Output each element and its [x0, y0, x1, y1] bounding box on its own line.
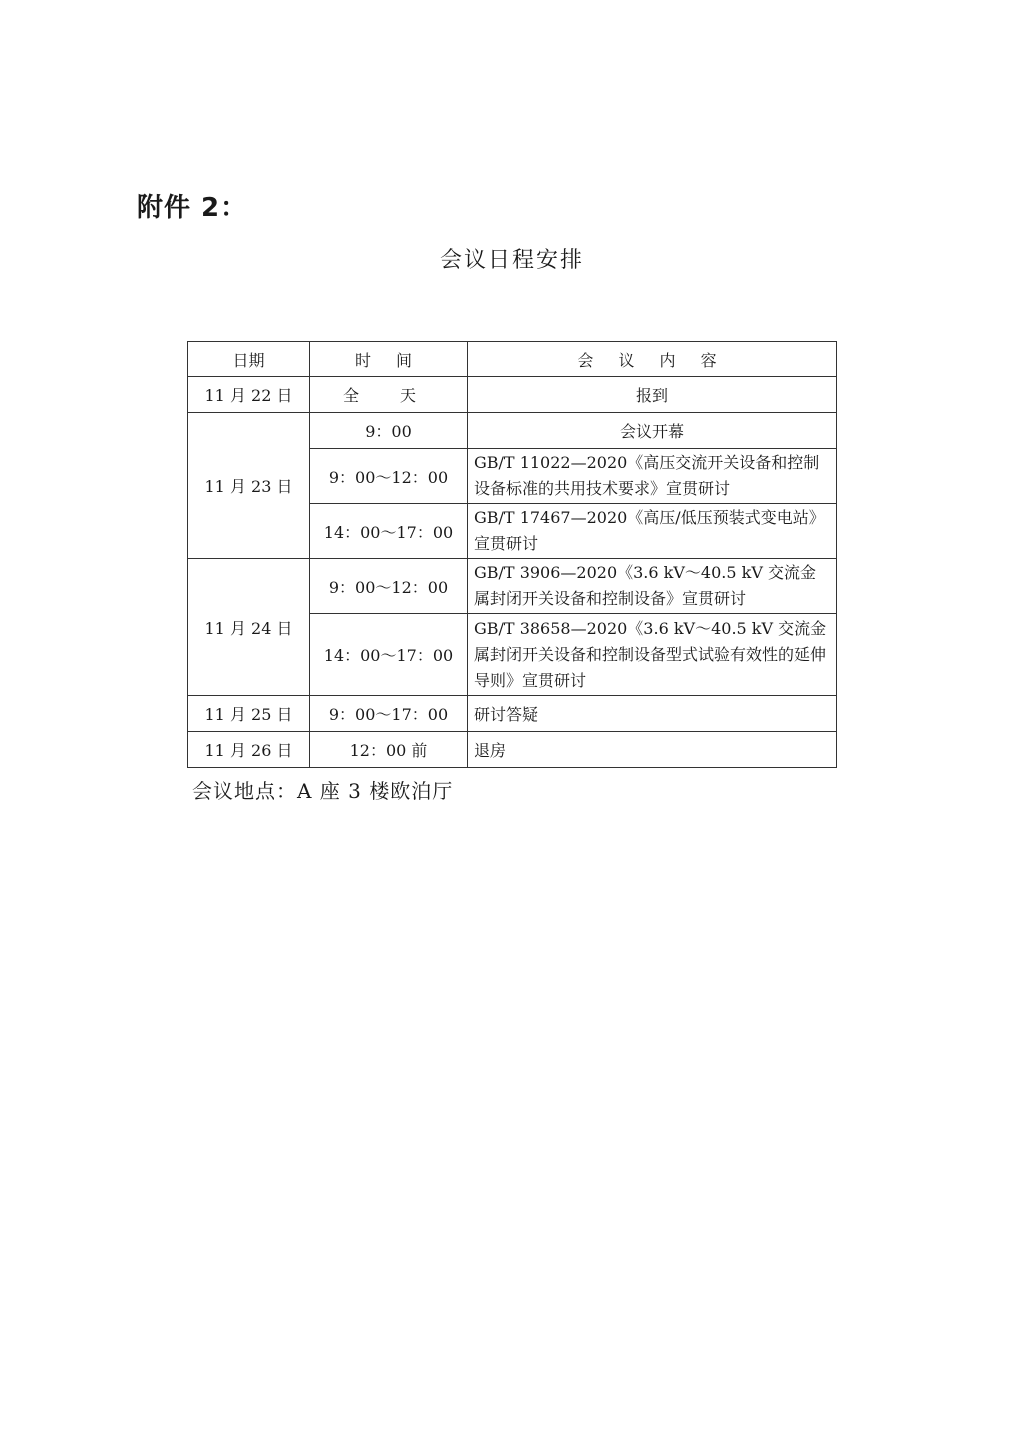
- header-date: 日期: [188, 342, 310, 377]
- schedule-table: [187, 341, 837, 768]
- content-cell: GB/T 3906—2020《3.6 kV～40.5 kV 交流金属封闭开关设备和控制设备》宣贯研讨: [468, 559, 837, 614]
- date-cell: 11 月 25 日: [188, 696, 310, 732]
- content-cell: 退房: [468, 732, 837, 768]
- time-cell: 9：00～12：00: [310, 559, 468, 614]
- venue-note: 会议地点：A 座 3 楼欧泊厅: [192, 779, 454, 803]
- time-cell: 12：00 前: [310, 732, 468, 768]
- content-cell: 报到: [468, 377, 837, 413]
- time-cell: 全 天: [310, 377, 468, 413]
- table-row: [188, 559, 837, 614]
- header-content: 会 议 内 容: [468, 342, 837, 377]
- time-cell: 9：00～17：00: [310, 696, 468, 732]
- content-cell: GB/T 11022—2020《高压交流开关设备和控制设备标准的共用技术要求》宣贯研讨: [468, 449, 837, 504]
- date-cell: 11 月 23 日: [188, 413, 310, 559]
- table-row: [188, 413, 837, 449]
- table-row: [188, 377, 837, 413]
- content-cell: GB/T 17467—2020《高压/低压预装式变电站》宣贯研讨: [468, 504, 837, 559]
- date-cell: 11 月 26 日: [188, 732, 310, 768]
- date-cell: 11 月 24 日: [188, 559, 310, 696]
- content-cell: 会议开幕: [468, 413, 837, 449]
- time-cell: 14：00～17：00: [310, 614, 468, 696]
- time-cell: 14：00～17：00: [310, 504, 468, 559]
- attachment-label: 附件 2：: [137, 193, 248, 223]
- header-time: 时 间: [310, 342, 468, 377]
- table-header-row: [188, 342, 837, 377]
- table-row: [188, 732, 837, 768]
- date-cell: 11 月 22 日: [188, 377, 310, 413]
- page-title: 会议日程安排: [439, 248, 584, 273]
- content-cell: GB/T 38658—2020《3.6 kV～40.5 kV 交流金属封闭开关设备和控制设备型式试验有效性的延伸导则》宣贯研讨: [468, 614, 837, 696]
- time-cell: 9：00: [310, 413, 468, 449]
- time-cell: 9：00～12：00: [310, 449, 468, 504]
- content-cell: 研讨答疑: [468, 696, 837, 732]
- table-row: [188, 696, 837, 732]
